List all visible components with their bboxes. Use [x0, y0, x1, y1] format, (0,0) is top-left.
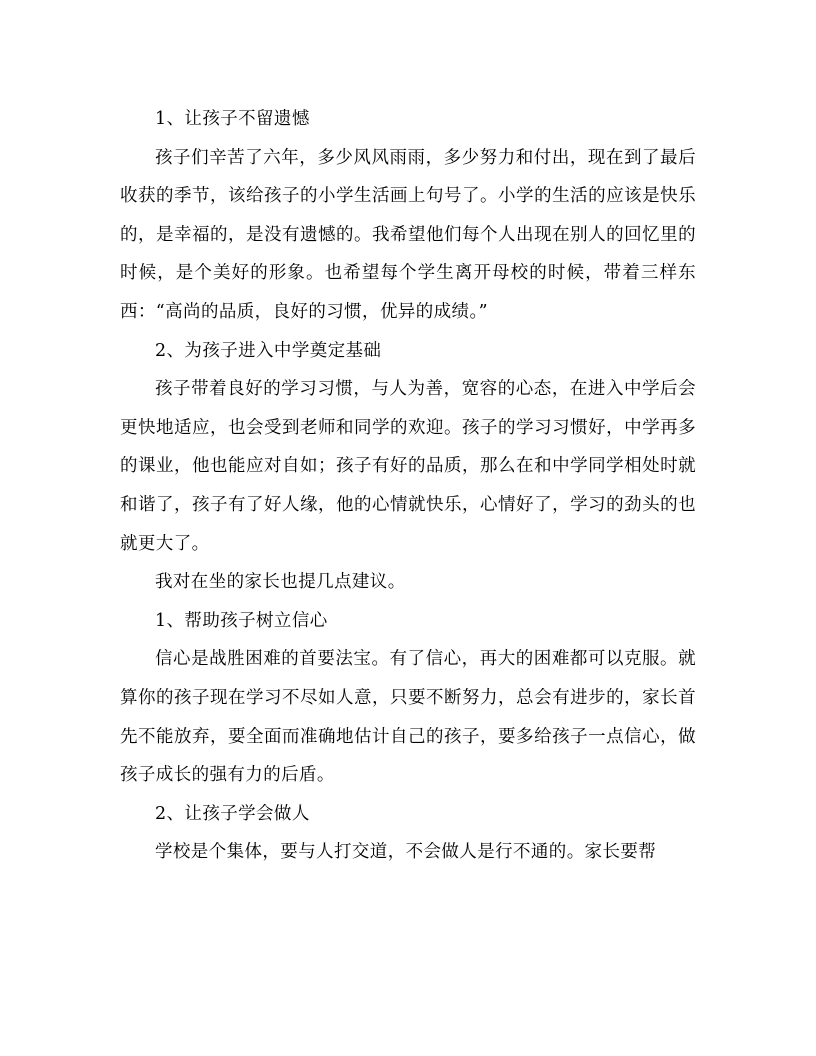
section-heading-1: 1、让孩子不留遗憾 [155, 109, 310, 129]
paragraph-no-regrets: 孩子们辛苦了六年，多少风风雨雨，多少努力和付出，现在到了最后收获的季节，该给孩子的小学生活画上句号了。小学的生活的应该是快乐的，是幸福的，是没有遗憾的。我希望他们每个人出现在别人的回忆里的时候，是个美好的形象。也希望每个学生离开母校的时候，带着三样东西：“高尚的品质，良好的习惯，优异的成绩。” [120, 147, 696, 322]
paragraph-parent-suggestions-intro: 我对在坐的家长也提几点建议。 [155, 572, 406, 593]
document-body [120, 100, 696, 872]
section-heading-4: 2、让孩子学会做人 [155, 803, 310, 824]
paragraph-build-confidence: 信心是战胜困难的首要法宝。有了信心，再大的困难都可以克服。就算你的孩子现在学习不尽如人意，只要不断努力，总会有进步的，家长首先不能放弃，要全面而准确地估计自己的孩子，要多给孩子一点信心，做孩子成长的强有力的后盾。 [120, 649, 696, 786]
paragraph-middle-school-foundation: 孩子带着良好的学习习惯，与人为善，宽容的心态，在进入中学后会更快地适应，也会受到老师和同学的欢迎。孩子的学习习惯好，中学再多的课业，他也能应对自如；孩子有好的品质，那么在和中学同学相处时就和谐了，孩子有了好人缘，他的心情就快乐，心情好了，学习的劲头的也就更大了。 [120, 379, 696, 554]
section-heading-3: 1、帮助孩子树立信心 [155, 610, 328, 631]
paragraph-learn-to-behave: 学校是个集体，要与人打交道，不会做人是行不通的。家长要帮 [155, 842, 657, 863]
section-heading-2: 2、为孩子进入中学奠定基础 [155, 340, 382, 361]
